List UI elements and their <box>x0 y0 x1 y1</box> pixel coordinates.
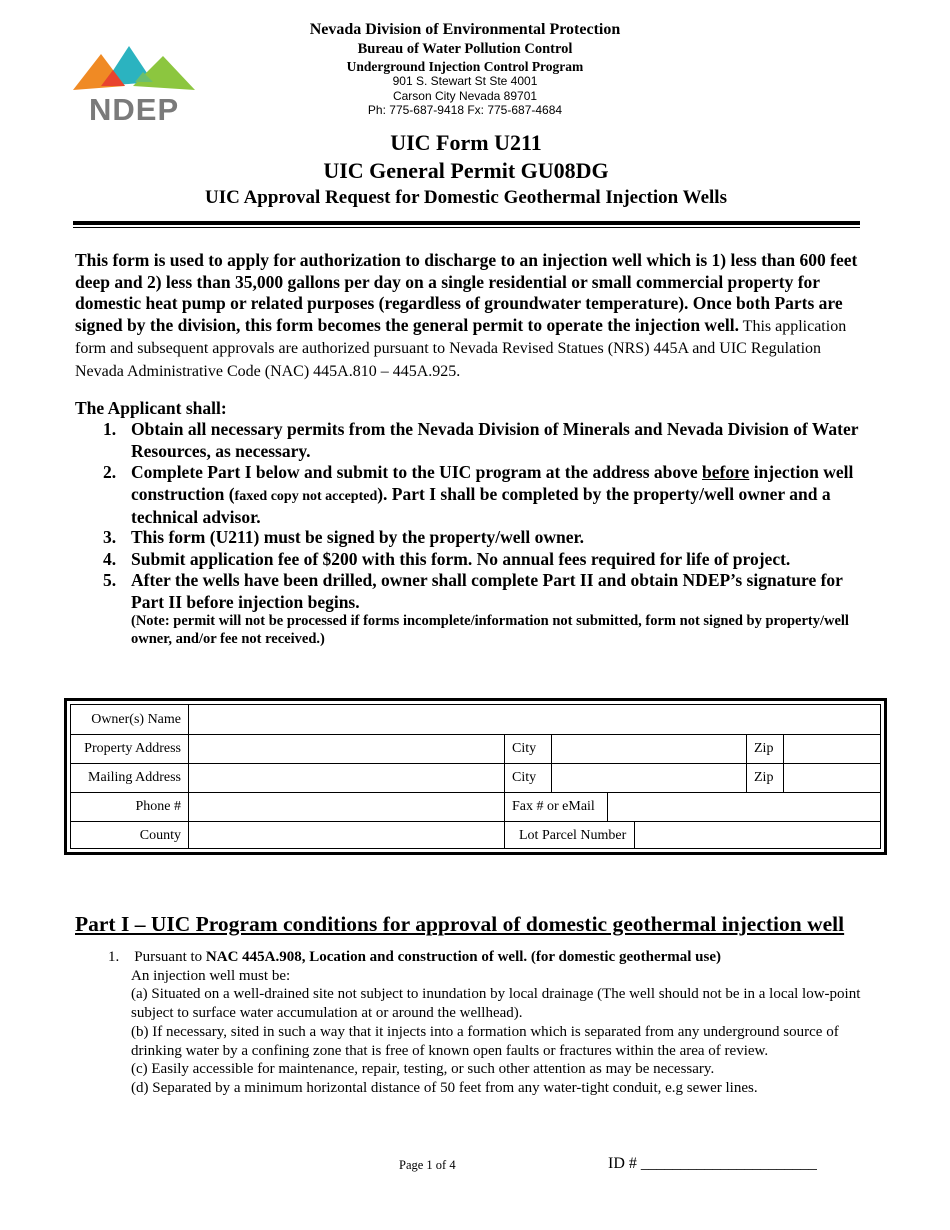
requirement-text <box>131 462 861 529</box>
mailing-address-label: Mailing Address <box>88 770 181 785</box>
mailing-address-field[interactable] <box>189 763 504 792</box>
agency-name: Nevada Division of Environmental Protection <box>309 21 621 38</box>
property-city-label: City <box>512 741 537 756</box>
requirement-number: 3. <box>103 527 117 547</box>
header-rule-thin <box>73 227 860 228</box>
nac-reference: NAC 445A.908, Location and construction of well. (for domestic geothermal use) <box>205 949 722 965</box>
id-number-field[interactable]: ID # ______________________ <box>608 1155 817 1172</box>
middle-column-divider <box>504 734 505 848</box>
mailing-city-field[interactable] <box>552 763 746 792</box>
owner-name-field[interactable] <box>189 705 879 734</box>
pursuant-text: Pursuant to <box>134 949 206 965</box>
property-zip-label: Zip <box>754 741 774 756</box>
property-address-field[interactable] <box>189 734 504 763</box>
part1-title: Part I – UIC Program conditions for approval of domestic geothermal injection well <box>75 912 845 936</box>
fax-email-label: Fax # or eMail <box>512 799 595 814</box>
requirement-number: 5. <box>103 570 117 590</box>
phone-label: Phone # <box>135 799 181 814</box>
mailing-zip-field[interactable] <box>784 763 879 792</box>
intro-paragraph <box>75 250 860 383</box>
condition-a: (a) Situated on a well-drained site not subject to inundation by local drainage (The well should not be in a local low-point subject to surface water accumulation at or around the wellhead). <box>131 986 861 1022</box>
requirement-text-part: ). Part I shall be completed by the property/well owner and a technical advisor. <box>131 483 831 528</box>
requirement-underlined: before <box>702 462 750 482</box>
condition-d: (d) Separated by a minimum horizontal distance of 50 feet from any water-tight conduit, e.g sewer lines. <box>131 1079 758 1096</box>
address-line-2: Carson City Nevada 89701 <box>392 89 538 103</box>
requirement-text-part: Complete Part I below and submit to the UIC program at the address above <box>131 462 703 482</box>
applicant-heading: The Applicant shall: <box>75 398 227 418</box>
condition-number: 1. <box>108 949 120 965</box>
requirement-number: 4. <box>103 549 117 569</box>
form-title: UIC Form U211 <box>390 130 542 155</box>
permit-title: UIC General Permit GU08DG <box>323 158 609 183</box>
mailing-city-label: City <box>512 770 537 785</box>
program-name: Underground Injection Control Program <box>346 59 584 74</box>
lot-parcel-label: Lot Parcel Number <box>519 828 627 843</box>
condition-intro: An injection well must be: <box>131 967 291 984</box>
requirement-number: 2. <box>103 462 117 482</box>
requirement-text: Obtain all necessary permits from the Nevada Division of Minerals and Nevada Division of Water Resources, as necessary. <box>131 419 859 461</box>
phone-field[interactable] <box>189 792 504 821</box>
requirement-text: After the wells have been drilled, owner shall complete Part II and obtain NDEP’s signature for Part II before injection begins. <box>131 570 843 612</box>
county-label: County <box>139 828 181 843</box>
form-subtitle: UIC Approval Request for Domestic Geothermal Injection Wells <box>205 187 727 208</box>
condition-c: (c) Easily accessible for maintenance, repair, testing, or such other attention as may be necessary. <box>131 1061 715 1078</box>
fax-email-field[interactable] <box>608 792 879 821</box>
condition-b: (b) If necessary, sited in such a way that it injects into a formation which is separated from any underground source of drinking water by a confining zone that is free of known open faults or fractures within the area of review. <box>131 1023 839 1059</box>
property-city-field[interactable] <box>552 734 746 763</box>
mailing-zip-label: Zip <box>754 770 774 785</box>
page-number: Page 1 of 4 <box>399 1158 456 1172</box>
condition-item-1 <box>108 948 868 967</box>
zip-left-divider <box>746 734 747 792</box>
lot-parcel-field[interactable] <box>635 821 879 850</box>
requirement-text-part: injection well construction ( <box>131 462 854 504</box>
header-rule-thick <box>73 221 860 225</box>
requirement-text: This form (U211) must be signed by the property/well owner. <box>131 527 585 547</box>
requirement-number: 1. <box>103 419 117 439</box>
county-field[interactable] <box>189 821 504 850</box>
owner-info-table <box>64 698 887 855</box>
owner-info-table-inner <box>70 704 881 849</box>
requirement-text: Submit application fee of $200 with this form. No annual fees required for life of project. <box>131 549 791 569</box>
logo-text: NDEP <box>89 92 180 127</box>
address-line-1: 901 S. Stewart St Ste 4001 <box>392 74 538 88</box>
property-address-label: Property Address <box>84 741 181 756</box>
owner-name-label: Owner(s) Name <box>91 712 181 727</box>
part1-conditions <box>108 948 868 1098</box>
faxed-note: faxed copy not accepted <box>234 488 378 504</box>
property-zip-field[interactable] <box>784 734 879 763</box>
phone-fax: Ph: 775-687-9418 Fx: 775-687-4684 <box>367 103 563 117</box>
intro-normal: This application form and subsequent approvals are authorized pursuant to Nevada Revised Statues (NRS) 445A and UIC Regulation Nevada Administrative Code (NAC) 445A.810 – 445A.925. <box>75 317 847 380</box>
ndep-logo <box>73 42 198 134</box>
bureau-name: Bureau of Water Pollution Control <box>357 41 573 57</box>
intro-bold: This form is used to apply for authorization to discharge to an injection well which is 1) less than 600 feet deep and 2) less than 35,000 gallons per day on a single residential or small commercial property for domestic heat pump or related purposes (regardless of groundwater temperature). Once both Parts are signed by the division, this form becomes the general permit to operate the injection well. <box>75 250 858 335</box>
processing-note: (Note: permit will not be processed if forms incomplete/information not submitted, form not signed by property/well owner, and/or fee not received.) <box>131 613 849 647</box>
